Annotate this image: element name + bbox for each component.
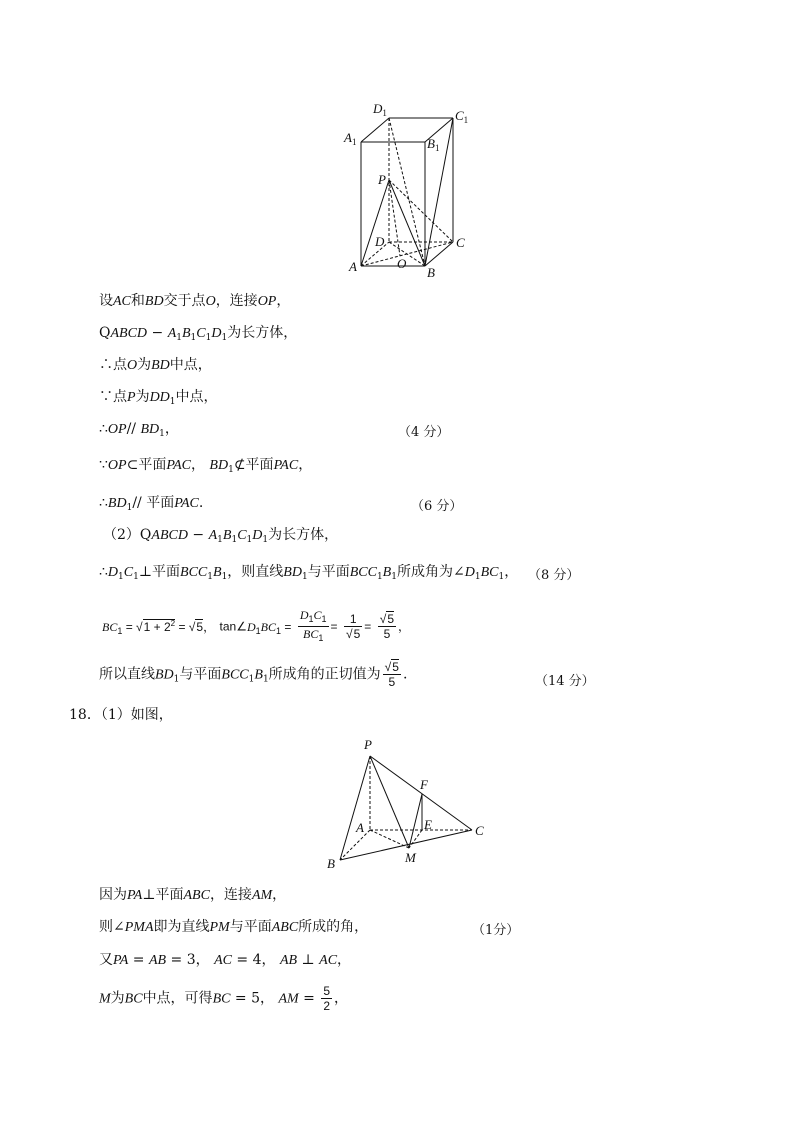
line-8: （2）QABCD − $A_1B_1C_1D_1$为长方体， bbox=[103, 527, 339, 545]
label-M: M bbox=[405, 850, 416, 865]
label-B: B bbox=[427, 265, 435, 280]
label-O: O bbox=[397, 256, 407, 271]
score-4: （4 分） bbox=[398, 425, 450, 440]
label-C1: $C_1$ bbox=[455, 108, 469, 125]
line-13: 因为PA⊥平面ABC，连接AM， bbox=[99, 887, 287, 903]
label-A: A bbox=[349, 259, 357, 274]
line-6: ∵OP⊂平面PAC， $BD_1⊄$平面PAC， bbox=[99, 457, 313, 475]
line-4: ∵点P为$DD_1$中点， bbox=[99, 389, 218, 407]
line-14: 则∠PMA即为直线PM与平面ABC所成的角， bbox=[99, 919, 369, 935]
label-D1: $D_1$ bbox=[373, 101, 387, 118]
label-C: C bbox=[456, 235, 465, 250]
line-5: ∴OP// $BD_1$， bbox=[99, 421, 179, 439]
label-F: F bbox=[420, 777, 428, 792]
line-3: ∴点O为BD中点， bbox=[99, 357, 212, 373]
label-P: P bbox=[378, 172, 386, 187]
line-7: $\therefore BD_1//$ 平面PAC. bbox=[99, 495, 204, 513]
line-9: $\therefore D_1C_1\perp$平面$BCC_1B_1$，则直线$BD_1$与平面$BCC_1B_1$所成角为$\angle D_1BC_1$， bbox=[99, 564, 519, 582]
label-C2: C bbox=[475, 823, 484, 838]
cuboid-figure bbox=[330, 96, 480, 280]
line-1: 设AC和BD交于点O，连接OP， bbox=[99, 293, 291, 309]
tetrahedron-figure bbox=[322, 734, 494, 874]
label-A2: A bbox=[356, 820, 364, 835]
line-16: M为BC中点，可得BC = 5， AM = $\frac{5}{2}$ ， bbox=[99, 984, 348, 1013]
label-B1: $B_1$ bbox=[427, 136, 440, 153]
label-B2: B bbox=[327, 856, 335, 871]
label-D: D bbox=[375, 234, 385, 249]
line-11: 所以直线$BD_1$与平面$BCC_1B_1$所成角的正切值为 $\frac{√5}{5}$ . bbox=[99, 660, 408, 689]
line-2: QABCD − $A_1B_1C_1D_1$为长方体， bbox=[99, 325, 298, 343]
score-8: （8 分） bbox=[528, 568, 580, 583]
score-6: （6 分） bbox=[411, 499, 463, 514]
score-14: （14 分） bbox=[535, 674, 595, 689]
line-10: $BC_1 = √1 + 2^2 = √5$， $\tan\angle D_1BC_1$ = $\frac{D_1C_1}{BC_1}$ = $\frac{1}{√5}$ = $\frac{√5}{5}$ ， bbox=[102, 608, 411, 643]
score-1: （1分） bbox=[472, 923, 520, 938]
line-12: 18．（1）如图， bbox=[69, 707, 173, 723]
label-P2: P bbox=[364, 737, 372, 752]
line-15: 又PA = AB = 3， AC = 4， AB ⊥ AC， bbox=[99, 952, 352, 968]
label-A1: $A_1$ bbox=[344, 130, 357, 147]
label-E: E bbox=[424, 817, 432, 832]
